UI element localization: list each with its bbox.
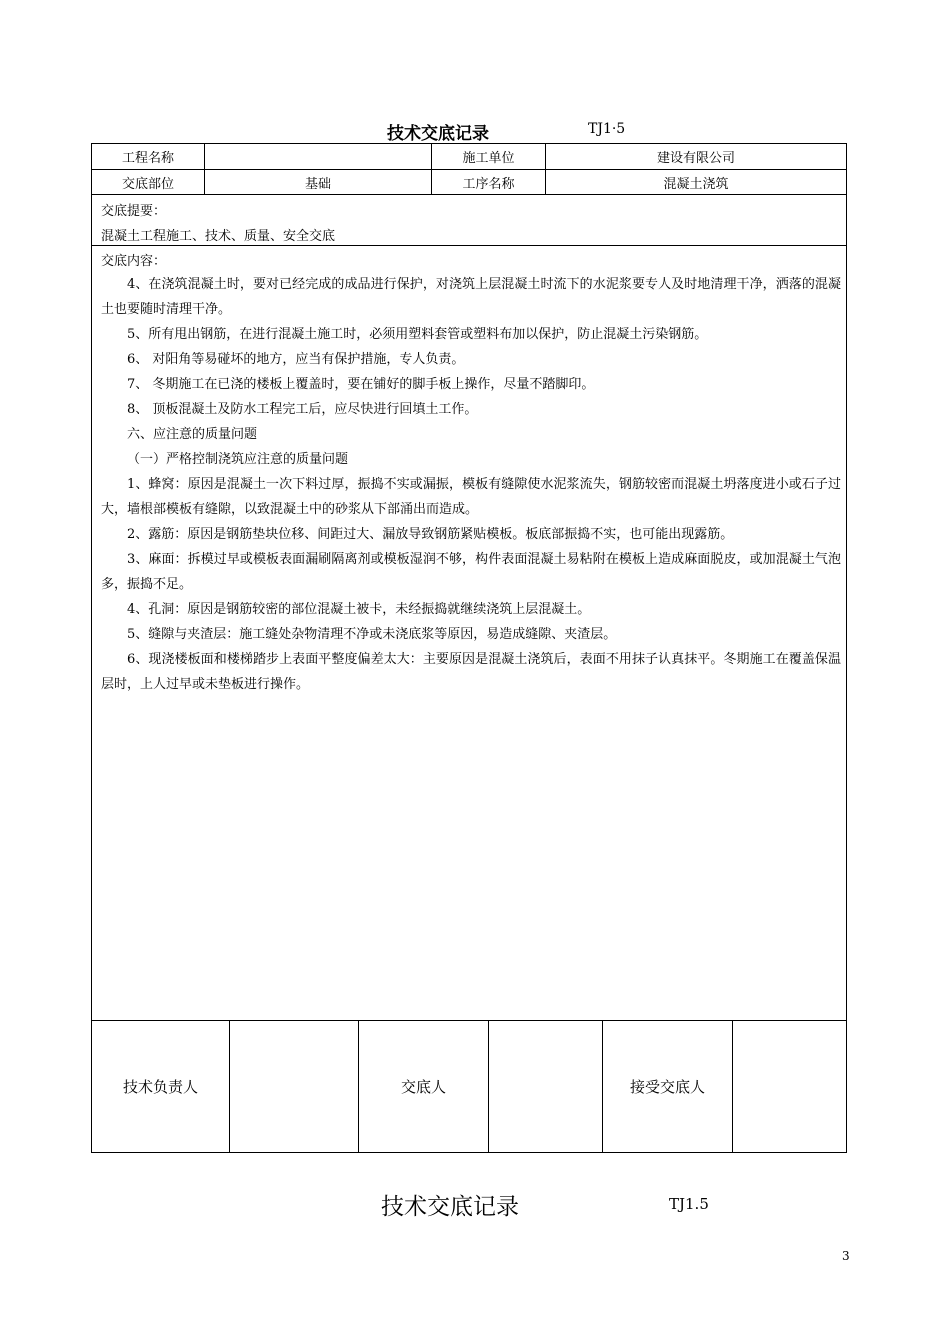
content-paragraph: 8、 顶板混凝土及防水工程完工后，应尽快进行回填土工作。	[127, 402, 478, 417]
next-page-code: TJ1.5	[669, 1195, 709, 1213]
content-paragraph: 3、麻面：拆模过早或模板表面漏刷隔离剂或模板湿润不够，构件表面混凝土易粘附在模板上造成麻面脱皮，或加混凝土气泡多，振捣不足。	[101, 552, 841, 592]
content-paragraph: 5、缝隙与夹渣层：施工缝处杂物清理不净或未浇底浆等原因，易造成缝隙、夹渣层。	[127, 627, 617, 642]
discloser-label: 交底人	[359, 1021, 489, 1153]
record-table	[91, 143, 847, 1153]
disclosure-part-label: 交底部位	[92, 170, 205, 195]
content-paragraph: 7、 冬期施工在已浇的楼板上覆盖时，要在铺好的脚手板上操作，尽量不踏脚印。	[127, 377, 595, 392]
subsection-heading: （一）严格控制浇筑应注意的质量问题	[127, 452, 349, 467]
content-label: 交底内容：	[101, 254, 167, 269]
project-name-value	[205, 144, 432, 170]
content-paragraph: 6、 对阳角等易碰坏的地方，应当有保护措施，专人负责。	[127, 352, 465, 367]
receiver-label: 接受交底人	[603, 1021, 733, 1153]
tech-lead-label: 技术负责人	[92, 1021, 230, 1153]
content-paragraph: 6、现浇楼板面和楼梯踏步上表面平整度偏差太大：主要原因是混凝土浇筑后，表面不用抹子认真抹平。冬期施工在覆盖保温层时，上人过早或未垫板进行操作。	[101, 652, 841, 692]
process-name-value: 混凝土浇筑	[546, 170, 847, 195]
next-page-title: 技术交底记录	[381, 1194, 519, 1220]
receiver-signature	[733, 1021, 847, 1153]
content-paragraph: 2、露筋：原因是钢筋垫块位移、间距过大、漏放导致钢筋紧贴模板。板底部振捣不实，也可能出现露筋。	[127, 527, 734, 542]
disclosure-part-value: 基础	[205, 170, 432, 195]
page-title: 技术交底记录	[387, 124, 489, 144]
form-code: TJ1·5	[588, 121, 626, 137]
page-number: 3	[842, 1249, 850, 1263]
project-name-label: 工程名称	[92, 144, 205, 170]
content-paragraph: 4、孔洞：原因是钢筋较密的部位混凝土被卡，未经振捣就继续浇筑上层混凝土。	[127, 602, 591, 617]
discloser-signature	[489, 1021, 603, 1153]
process-name-label: 工序名称	[432, 170, 546, 195]
summary-text: 混凝土工程施工、技术、质量、安全交底	[101, 229, 336, 244]
content-paragraph: 4、在浇筑混凝土时，要对已经完成的成品进行保护，对浇筑上层混凝土时流下的水泥浆要专人及时地清理干净，洒落的混凝土也要随时清理干净。	[101, 277, 841, 317]
page-title-row	[0, 119, 950, 143]
summary-label: 交底提要：	[101, 204, 167, 219]
content-paragraph: 5、所有甩出钢筋，在进行混凝土施工时，必须用塑料套管或塑料布加以保护，防止混凝土污染钢筋。	[127, 327, 708, 342]
content-paragraph: 1、蜂窝：原因是混凝土一次下料过厚，振捣不实或漏振，模板有缝隙使水泥浆流失，钢筋较密而混凝土坍落度进小或石子过大，墙根部模板有缝隙，以致混凝土中的砂浆从下部涌出而造成。	[101, 477, 841, 517]
summary-section	[92, 195, 847, 246]
construction-unit-value: 建设有限公司	[546, 144, 847, 170]
content-section	[92, 246, 847, 1021]
tech-lead-signature	[230, 1021, 359, 1153]
construction-unit-label: 施工单位	[432, 144, 546, 170]
section-heading: 六、应注意的质量问题	[127, 427, 258, 442]
